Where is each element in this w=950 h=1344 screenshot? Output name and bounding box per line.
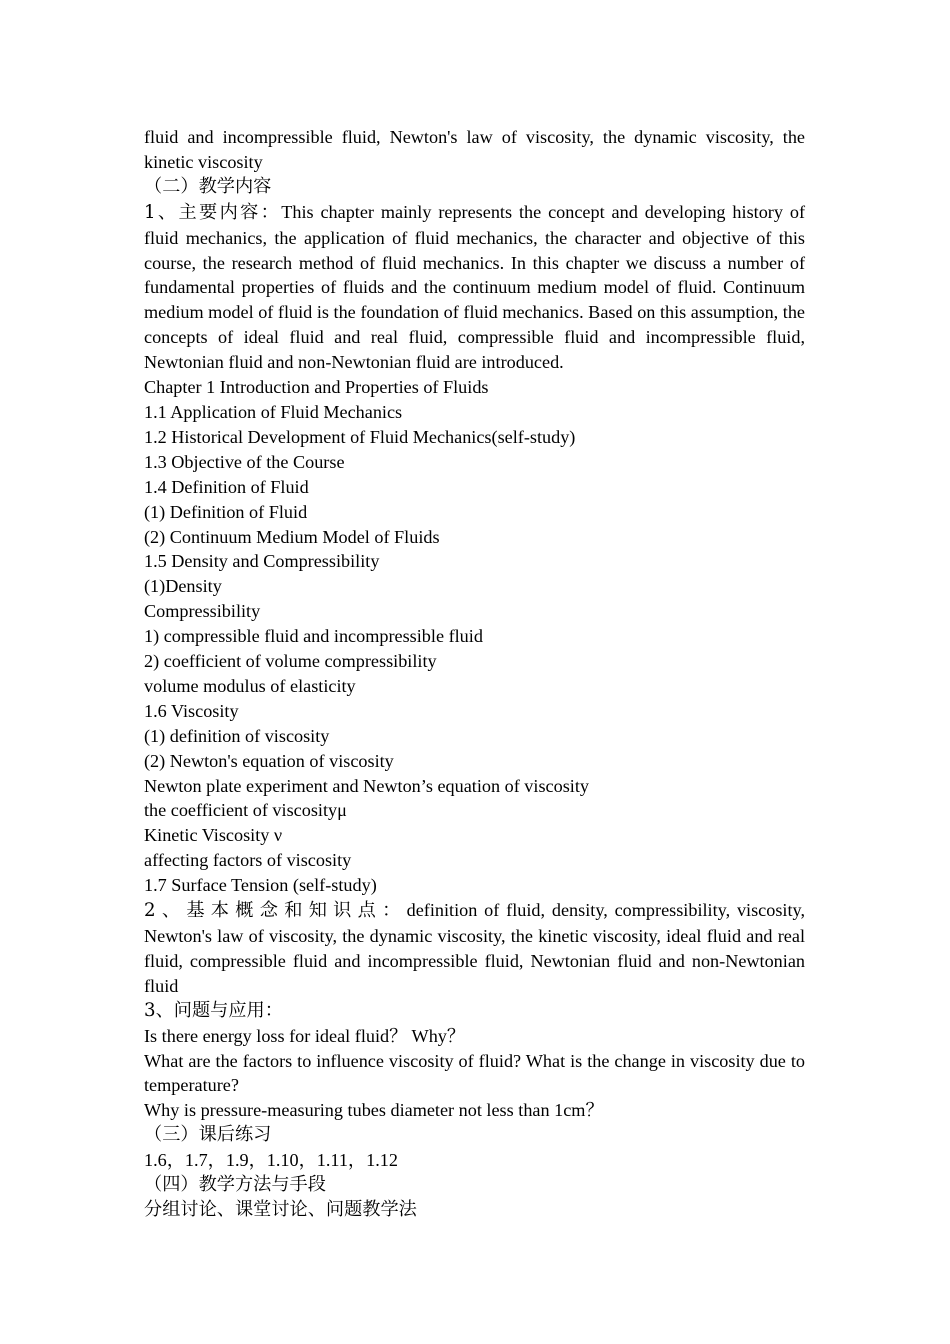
outline-item: 1.1 Application of Fluid Mechanics bbox=[144, 401, 403, 422]
section-3-heading: （三）课后练习 bbox=[144, 1124, 272, 1146]
outline-item: Kinetic Viscosity ν bbox=[144, 825, 283, 846]
outline-item: (2) Continuum Medium Model of Fluids bbox=[144, 526, 440, 547]
outline-item: 2) coefficient of volume compressibility bbox=[144, 651, 437, 672]
section-4-heading: （四）教学方法与手段 bbox=[144, 1174, 326, 1196]
outline-item: affecting factors of viscosity bbox=[144, 850, 352, 871]
main-content-paragraph bbox=[144, 200, 805, 375]
question-1: Is there energy loss for ideal fluid？ Why？ bbox=[144, 1025, 466, 1046]
section-2-heading: （二）教学内容 bbox=[144, 175, 272, 197]
outline-item: 1.7 Surface Tension (self-study) bbox=[144, 875, 377, 896]
outline-item: the coefficient of viscosityμ bbox=[144, 800, 347, 821]
outline-item: 1.4 Definition of Fluid bbox=[144, 476, 309, 497]
outline-item: (1)Density bbox=[144, 576, 222, 597]
outline-item: (2) Newton's equation of viscosity bbox=[144, 750, 394, 771]
questions-heading: 3、问题与应用： bbox=[144, 999, 283, 1021]
question-3: Why is pressure-measuring tubes diameter not less than 1cm？ bbox=[144, 1100, 604, 1121]
outline-item: Compressibility bbox=[144, 601, 261, 622]
outline-item: (1) definition of viscosity bbox=[144, 725, 330, 746]
outline-item: 1) compressible fluid and incompressible fluid bbox=[144, 626, 483, 647]
question-2: What are the factors to influence viscosity of fluid? What is the change in viscosity due to temperature? bbox=[144, 1050, 805, 1096]
key-concepts-label: 2、基本概念和知识点： bbox=[144, 900, 407, 922]
outline-chapter-title: Chapter 1 Introduction and Properties of Fluids bbox=[144, 377, 489, 398]
exercises-list: 1.6，1.7，1.9，1.10，1.11，1.12 bbox=[144, 1150, 398, 1171]
key-concepts-text: definition of fluid, density, compressibility, viscosity, Newton's law of viscosity, the dynamic viscosity, the kinetic viscosity, ideal fluid and real fluid, compressible fluid and incompressible fluid, Newtonian fluid and non-Newtonian fluid bbox=[144, 900, 805, 996]
intro-paragraph: fluid and incompressible fluid, Newton's law of viscosity, the dynamic viscosity, the kinetic viscosity bbox=[144, 127, 805, 172]
outline-item: 1.5 Density and Compressibility bbox=[144, 551, 380, 572]
teaching-methods: 分组讨论、课堂讨论、问题教学法 bbox=[144, 1198, 417, 1220]
outline-item: volume modulus of elasticity bbox=[144, 675, 356, 696]
outline-item: 1.6 Viscosity bbox=[144, 700, 239, 721]
outline-item: Newton plate experiment and Newton’s equation of viscosity bbox=[144, 775, 589, 796]
outline-item: 1.2 Historical Development of Fluid Mechanics(self-study) bbox=[144, 426, 576, 447]
key-concepts-paragraph bbox=[144, 898, 805, 999]
outline-item: (1) Definition of Fluid bbox=[144, 501, 308, 522]
main-content-text: This chapter mainly represents the concept and developing history of fluid mechanics, the application of fluid mechanics, the character and objective of this course, the research method of fluid mechanics. In this chapter we discuss a number of fundamental properties of fluids and the continuum medium model of fluid. Continuum medium model of fluid is the foundation of fluid mechanics. Based on this assumption, the concepts of ideal fluid and real fluid, compressible fluid and incompressible fluid, Newtonian fluid and non-Newtonian fluid are introduced. bbox=[144, 201, 806, 373]
document-page bbox=[144, 125, 805, 1223]
outline-item: 1.3 Objective of the Course bbox=[144, 451, 345, 472]
main-content-label: 1、主要内容： bbox=[144, 201, 282, 223]
